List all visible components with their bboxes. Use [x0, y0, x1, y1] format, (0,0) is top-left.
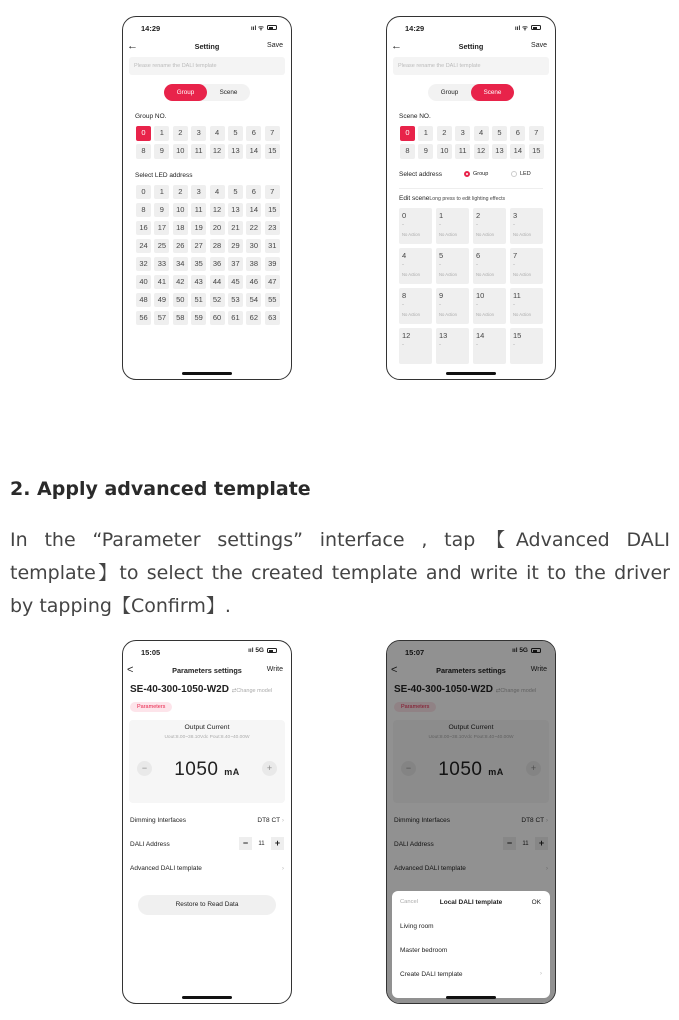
scene-number-cell[interactable]: 13: [492, 144, 507, 159]
scene-number-cell[interactable]: 9: [418, 144, 433, 159]
led-number-cell[interactable]: 23: [265, 221, 280, 236]
sheet-title: Local DALI template: [439, 899, 503, 906]
scene-effect-number: 14: [476, 330, 485, 340]
scene-effect-card[interactable]: [399, 208, 432, 244]
led-number-cell[interactable]: 11: [191, 203, 206, 218]
led-number-cell[interactable]: 30: [246, 239, 261, 254]
scene-effect-status: No Action: [439, 311, 457, 317]
led-number-cell[interactable]: 25: [154, 239, 169, 254]
scene-number-cell[interactable]: 4: [474, 126, 489, 141]
status-time: 15:05: [141, 648, 161, 657]
status-icons: [251, 23, 277, 32]
scene-effect-status: No Action: [476, 311, 494, 317]
led-number-cell[interactable]: 45: [228, 275, 243, 290]
nav-header: [123, 663, 291, 681]
dimming-interfaces-row[interactable]: [123, 809, 291, 833]
radio-selected-icon: [464, 171, 470, 177]
led-number-cell[interactable]: 57: [154, 311, 169, 326]
scene-effect-dash: -: [402, 341, 404, 348]
scene-effect-status: No Action: [513, 271, 531, 277]
ok-button[interactable]: OK: [531, 899, 541, 906]
led-number-cell[interactable]: 39: [265, 257, 280, 272]
group-number-cell[interactable]: 10: [173, 144, 188, 159]
phone-parameters-settings: [122, 640, 292, 1004]
scene-effect-card[interactable]: [473, 208, 506, 244]
chevron-right-icon: ›: [539, 970, 542, 977]
select-address-label: Select address: [399, 170, 442, 178]
scene-effect-number: 1: [439, 210, 444, 220]
phone-group-setting: [122, 16, 292, 380]
led-number-cell[interactable]: 63: [265, 311, 280, 326]
led-number-cell[interactable]: 10: [173, 203, 188, 218]
tab-scene[interactable]: Scene: [471, 84, 514, 101]
output-current-label: Output Current: [448, 724, 494, 731]
scene-number-cell[interactable]: 14: [510, 144, 525, 159]
scene-effect-card[interactable]: [436, 288, 469, 324]
scene-number-cell[interactable]: 2: [437, 126, 452, 141]
increase-button[interactable]: +: [262, 761, 277, 776]
group-number-cell[interactable]: 5: [228, 126, 243, 141]
group-number-cell[interactable]: 9: [154, 144, 169, 159]
group-number-cell[interactable]: 0: [136, 126, 151, 141]
output-current-label: Output Current: [184, 724, 230, 731]
led-number-cell[interactable]: 37: [228, 257, 243, 272]
range-info: Uout:8.00~38.10Vdc Pout:8.40~40.00W: [164, 735, 250, 740]
group-number-cell[interactable]: 4: [210, 126, 225, 141]
parameters-tag[interactable]: Parameters: [130, 702, 172, 712]
template-option-master-bedroom[interactable]: Master bedroom: [400, 947, 448, 954]
led-number-cell[interactable]: 56: [136, 311, 151, 326]
dali-address-value: 11: [522, 840, 529, 847]
status-time: 14:29: [405, 24, 425, 33]
led-number-cell[interactable]: 40: [136, 275, 151, 290]
signal-wifi-icon: ııl ᯤ: [250, 25, 264, 32]
led-number-cell[interactable]: 33: [154, 257, 169, 272]
status-bar: [387, 17, 555, 39]
led-number-cell[interactable]: 27: [191, 239, 206, 254]
radio-unselected-icon: [511, 171, 517, 177]
led-number-cell[interactable]: 29: [228, 239, 243, 254]
template-option-living-room[interactable]: Living room: [400, 923, 434, 930]
led-number-cell[interactable]: 41: [154, 275, 169, 290]
home-indicator: [182, 372, 232, 375]
section-heading: 2. Apply advanced template: [10, 478, 311, 500]
scene-effect-card[interactable]: [473, 248, 506, 284]
led-number-cell[interactable]: 60: [210, 311, 225, 326]
tab-group[interactable]: Group: [440, 89, 459, 96]
model-row: [130, 684, 291, 695]
scene-effect-number: 4: [402, 250, 407, 260]
led-number-cell[interactable]: 0: [136, 185, 151, 200]
scene-effect-card[interactable]: [473, 288, 506, 324]
scene-effect-card[interactable]: [510, 288, 543, 324]
led-number-cell[interactable]: 52: [210, 293, 225, 308]
group-number-cell[interactable]: 2: [173, 126, 188, 141]
led-number-cell[interactable]: 54: [246, 293, 261, 308]
led-number-cell[interactable]: 31: [265, 239, 280, 254]
scene-effect-status: No Action: [402, 231, 420, 237]
local-template-sheet: [392, 891, 550, 998]
scene-effect-card[interactable]: [510, 328, 543, 364]
dimming-label: Dimming Interfaces: [394, 817, 450, 824]
scene-effect-dash: -: [439, 301, 441, 308]
scene-effect-card[interactable]: [473, 328, 506, 364]
scene-number-cell[interactable]: 7: [529, 126, 544, 141]
save-button[interactable]: Save: [267, 42, 283, 49]
group-number-cell[interactable]: 7: [265, 126, 280, 141]
scene-number-cell[interactable]: 11: [455, 144, 470, 159]
scene-effect-dash: -: [476, 301, 478, 308]
page-title: Parameters settings: [172, 666, 242, 675]
rename-template-input[interactable]: Please rename the DALI template: [393, 57, 549, 75]
status-bar: [123, 17, 291, 39]
led-number-cell[interactable]: 16: [136, 221, 151, 236]
scene-effect-number: 11: [513, 290, 521, 300]
scene-effect-number: 2: [476, 210, 481, 220]
led-number-cell[interactable]: 62: [246, 311, 261, 326]
scene-effect-number: 8: [402, 290, 407, 300]
radio-led-label: LED: [520, 170, 531, 177]
back-chevron-icon[interactable]: <: [127, 664, 134, 676]
led-number-cell[interactable]: 51: [191, 293, 206, 308]
nav-header: [387, 39, 555, 57]
led-number-cell[interactable]: 36: [210, 257, 225, 272]
scene-effect-dash: -: [439, 221, 441, 228]
decrease-button[interactable]: −: [137, 761, 152, 776]
dali-minus-button[interactable]: −: [239, 837, 252, 850]
back-arrow-icon[interactable]: ←: [391, 40, 402, 52]
led-number-cell[interactable]: 18: [173, 221, 188, 236]
led-number-cell[interactable]: 22: [246, 221, 261, 236]
scene-effect-number: 7: [513, 250, 518, 260]
tab-scene[interactable]: Scene: [219, 89, 238, 96]
scene-effect-dash: -: [476, 221, 478, 228]
led-number-cell[interactable]: 13: [228, 203, 243, 218]
scene-number-cell[interactable]: 0: [400, 126, 415, 141]
led-number-cell[interactable]: 55: [265, 293, 280, 308]
select-address-row: [387, 168, 555, 184]
scene-effect-dash: -: [402, 261, 404, 268]
led-number-cell[interactable]: 59: [191, 311, 206, 326]
scene-effect-dash: -: [439, 341, 441, 348]
dimming-value: [257, 817, 284, 824]
scene-effect-card[interactable]: [436, 208, 469, 244]
home-indicator: [182, 996, 232, 999]
led-number-cell[interactable]: 48: [136, 293, 151, 308]
edit-scene-label: Edit scene: [399, 194, 430, 202]
led-number-cell[interactable]: 26: [173, 239, 188, 254]
edit-scene-hint: Long press to edit lighting effects: [429, 195, 506, 202]
led-number-cell[interactable]: 53: [228, 293, 243, 308]
home-indicator: [446, 996, 496, 999]
scene-effect-card[interactable]: [399, 288, 432, 324]
led-number-cell[interactable]: 6: [246, 185, 261, 200]
save-button[interactable]: Save: [531, 42, 547, 49]
page-title: Setting: [458, 42, 484, 51]
scene-effect-status: No Action: [476, 231, 494, 237]
scene-effect-card[interactable]: [510, 208, 543, 244]
group-number-cell[interactable]: 1: [154, 126, 169, 141]
chevron-right-icon: ›: [281, 865, 284, 872]
change-model-link[interactable]: ⇄Change model: [231, 688, 273, 694]
scene-number-cell[interactable]: 15: [529, 144, 544, 159]
status-icons: [248, 647, 277, 654]
group-number-cell[interactable]: 12: [210, 144, 225, 159]
back-arrow-icon[interactable]: ←: [127, 40, 138, 52]
scene-effect-status: No Action: [476, 271, 494, 277]
dimming-label: Dimming Interfaces: [130, 817, 186, 824]
scene-number-cell[interactable]: 1: [418, 126, 433, 141]
scene-effect-number: 3: [513, 210, 518, 220]
scene-effect-dash: -: [513, 301, 515, 308]
led-number-cell[interactable]: 58: [173, 311, 188, 326]
change-model-link[interactable]: ⇄Change model: [495, 688, 537, 694]
group-number-cell[interactable]: 8: [136, 144, 151, 159]
scene-effect-number: 0: [402, 210, 407, 220]
scene-effect-card[interactable]: [399, 328, 432, 364]
led-number-cell[interactable]: 2: [173, 185, 188, 200]
signal-5g-icon: ııl 5G: [248, 647, 264, 654]
led-address-grid: [136, 185, 291, 326]
restore-button[interactable]: Restore to Read Data: [138, 895, 276, 915]
led-number-cell[interactable]: 32: [136, 257, 151, 272]
range-info: Uout:8.00~38.10Vdc Pout:8.40~40.00W: [428, 735, 514, 740]
scene-effect-status: No Action: [439, 231, 457, 237]
nav-header: [123, 39, 291, 57]
scene-effect-dash: -: [402, 301, 404, 308]
radio-group[interactable]: [464, 171, 488, 177]
radio-group-label: Group: [473, 170, 489, 177]
dali-address-label: DALI Address: [394, 841, 434, 848]
status-bar: [123, 641, 291, 663]
scene-effect-dash: -: [513, 221, 515, 228]
dali-address-stepper: [239, 837, 284, 850]
create-template-label: Create DALI template: [400, 971, 463, 978]
scene-number-cell[interactable]: 6: [510, 126, 525, 141]
edit-scene-row: [399, 195, 555, 202]
led-number-cell[interactable]: 43: [191, 275, 206, 290]
scene-effect-number: 12: [402, 330, 411, 340]
group-number-cell[interactable]: 14: [246, 144, 261, 159]
led-number-cell[interactable]: 42: [173, 275, 188, 290]
create-dali-template-option[interactable]: [392, 963, 550, 987]
scene-effect-dash: -: [476, 261, 478, 268]
scene-effect-status: No Action: [402, 311, 420, 317]
advanced-template-label: Advanced DALI template: [130, 865, 202, 872]
scene-effect-dash: -: [476, 341, 478, 348]
home-indicator: [446, 372, 496, 375]
back-chevron-icon[interactable]: <: [391, 664, 398, 676]
dali-address-row: [123, 833, 291, 857]
led-number-cell[interactable]: 3: [191, 185, 206, 200]
led-number-cell[interactable]: 34: [173, 257, 188, 272]
phone-scene-setting: [386, 16, 556, 380]
group-number-label: Group NO.: [135, 113, 167, 120]
decrease-button[interactable]: −: [401, 761, 416, 776]
scene-effect-status: No Action: [513, 231, 531, 237]
scene-number-cell[interactable]: 8: [400, 144, 415, 159]
scene-effect-dash: -: [513, 341, 515, 348]
led-number-cell[interactable]: 1: [154, 185, 169, 200]
scene-effect-dash: -: [439, 261, 441, 268]
scene-number-cell[interactable]: 12: [474, 144, 489, 159]
led-number-cell[interactable]: 14: [246, 203, 261, 218]
scene-effect-number: 10: [476, 290, 485, 300]
led-number-cell[interactable]: 5: [228, 185, 243, 200]
led-number-cell[interactable]: 15: [265, 203, 280, 218]
dali-address-value: 11: [258, 840, 265, 847]
led-number-cell[interactable]: 4: [210, 185, 225, 200]
advanced-template-label: Advanced DALI template: [394, 865, 466, 872]
scene-number-cell[interactable]: 10: [437, 144, 452, 159]
write-button[interactable]: Write: [530, 666, 547, 673]
group-number-grid: [136, 126, 291, 159]
battery-icon: [267, 648, 277, 653]
cancel-button[interactable]: Cancel: [400, 899, 419, 905]
parameters-tag[interactable]: Parameters: [394, 702, 436, 712]
led-number-cell[interactable]: 50: [173, 293, 188, 308]
group-scene-toggle: [428, 84, 514, 101]
rename-template-input[interactable]: Please rename the DALI template: [129, 57, 285, 75]
dali-plus-button[interactable]: +: [535, 837, 548, 850]
page-title: Parameters settings: [436, 666, 506, 675]
scene-effect-card[interactable]: [436, 328, 469, 364]
led-number-cell[interactable]: 21: [228, 221, 243, 236]
led-number-cell[interactable]: 12: [210, 203, 225, 218]
section-paragraph: In the “Parameter settings” interface , tap【Advanced DALI template】to select the created template and write it to the driver by tapping【Confirm】.: [10, 529, 670, 617]
led-number-cell[interactable]: 47: [265, 275, 280, 290]
group-number-cell[interactable]: 15: [265, 144, 280, 159]
group-number-cell[interactable]: 13: [228, 144, 243, 159]
led-number-cell[interactable]: 7: [265, 185, 280, 200]
led-address-label: Select LED address: [135, 171, 193, 179]
signal-5g-icon: ııl 5G: [512, 647, 528, 654]
group-scene-toggle: [164, 84, 250, 101]
led-number-cell[interactable]: 61: [228, 311, 243, 326]
battery-icon: [267, 25, 277, 30]
led-number-cell[interactable]: 49: [154, 293, 169, 308]
scene-effects-grid: [399, 208, 555, 364]
page-title: Setting: [194, 42, 220, 51]
chevron-right-icon: ›: [545, 817, 548, 824]
scene-effect-status: No Action: [513, 311, 531, 317]
tab-group[interactable]: Group: [164, 84, 207, 101]
divider: [399, 188, 543, 189]
dimming-value-text: DT8 CT: [257, 817, 281, 824]
scene-number-cell[interactable]: 5: [492, 126, 507, 141]
led-number-cell[interactable]: 17: [154, 221, 169, 236]
model-name: SE-40-300-1050-W2D: [394, 684, 493, 695]
scene-effect-status: No Action: [439, 271, 457, 277]
signal-wifi-icon: ııl ᯤ: [514, 25, 528, 32]
scene-number-grid: [400, 126, 555, 159]
status-time: 14:29: [141, 24, 161, 33]
scene-effect-card[interactable]: [436, 248, 469, 284]
group-number-cell[interactable]: 3: [191, 126, 206, 141]
increase-button[interactable]: +: [526, 761, 541, 776]
chevron-right-icon: ›: [545, 865, 548, 872]
chevron-right-icon: ›: [281, 817, 284, 824]
current-value: 1050: [174, 759, 219, 780]
scene-effect-number: 15: [513, 330, 522, 340]
led-number-cell[interactable]: 46: [246, 275, 261, 290]
status-time: 15:07: [405, 648, 425, 657]
scene-effect-card[interactable]: [399, 248, 432, 284]
current-value: 1050: [438, 759, 483, 780]
dimming-value-text: DT8 CT: [521, 817, 545, 824]
dali-minus-button[interactable]: −: [503, 837, 516, 850]
scene-effect-number: 5: [439, 250, 444, 260]
scene-effect-status: No Action: [402, 271, 420, 277]
scene-effect-dash: -: [402, 221, 404, 228]
advanced-dali-template-row[interactable]: [123, 857, 291, 881]
status-icons: [515, 23, 541, 32]
dali-plus-button[interactable]: +: [271, 837, 284, 850]
led-number-cell[interactable]: 24: [136, 239, 151, 254]
scene-effect-card[interactable]: [510, 248, 543, 284]
scene-number-label: Scene NO.: [399, 113, 431, 120]
dali-address-label: DALI Address: [130, 841, 170, 848]
scene-effect-number: 9: [439, 290, 444, 300]
scene-number-cell[interactable]: 3: [455, 126, 470, 141]
led-number-cell[interactable]: 28: [210, 239, 225, 254]
group-number-cell[interactable]: 11: [191, 144, 206, 159]
current-unit: mA: [488, 767, 504, 777]
led-number-cell[interactable]: 35: [191, 257, 206, 272]
led-number-cell[interactable]: 19: [191, 221, 206, 236]
scene-effect-number: 6: [476, 250, 481, 260]
led-number-cell[interactable]: 38: [246, 257, 261, 272]
output-current-card: [129, 720, 285, 803]
write-button[interactable]: Write: [266, 666, 283, 673]
radio-led[interactable]: [511, 171, 531, 177]
current-unit: mA: [224, 767, 240, 777]
model-name: SE-40-300-1050-W2D: [130, 684, 229, 695]
sheet-header: [392, 891, 550, 915]
scene-effect-number: 13: [439, 330, 448, 340]
scene-effect-dash: -: [513, 261, 515, 268]
group-number-cell[interactable]: 6: [246, 126, 261, 141]
battery-icon: [531, 25, 541, 30]
led-number-cell[interactable]: 9: [154, 203, 169, 218]
led-number-cell[interactable]: 20: [210, 221, 225, 236]
led-number-cell[interactable]: 44: [210, 275, 225, 290]
led-number-cell[interactable]: 8: [136, 203, 151, 218]
phone-template-picker: [386, 640, 556, 1004]
